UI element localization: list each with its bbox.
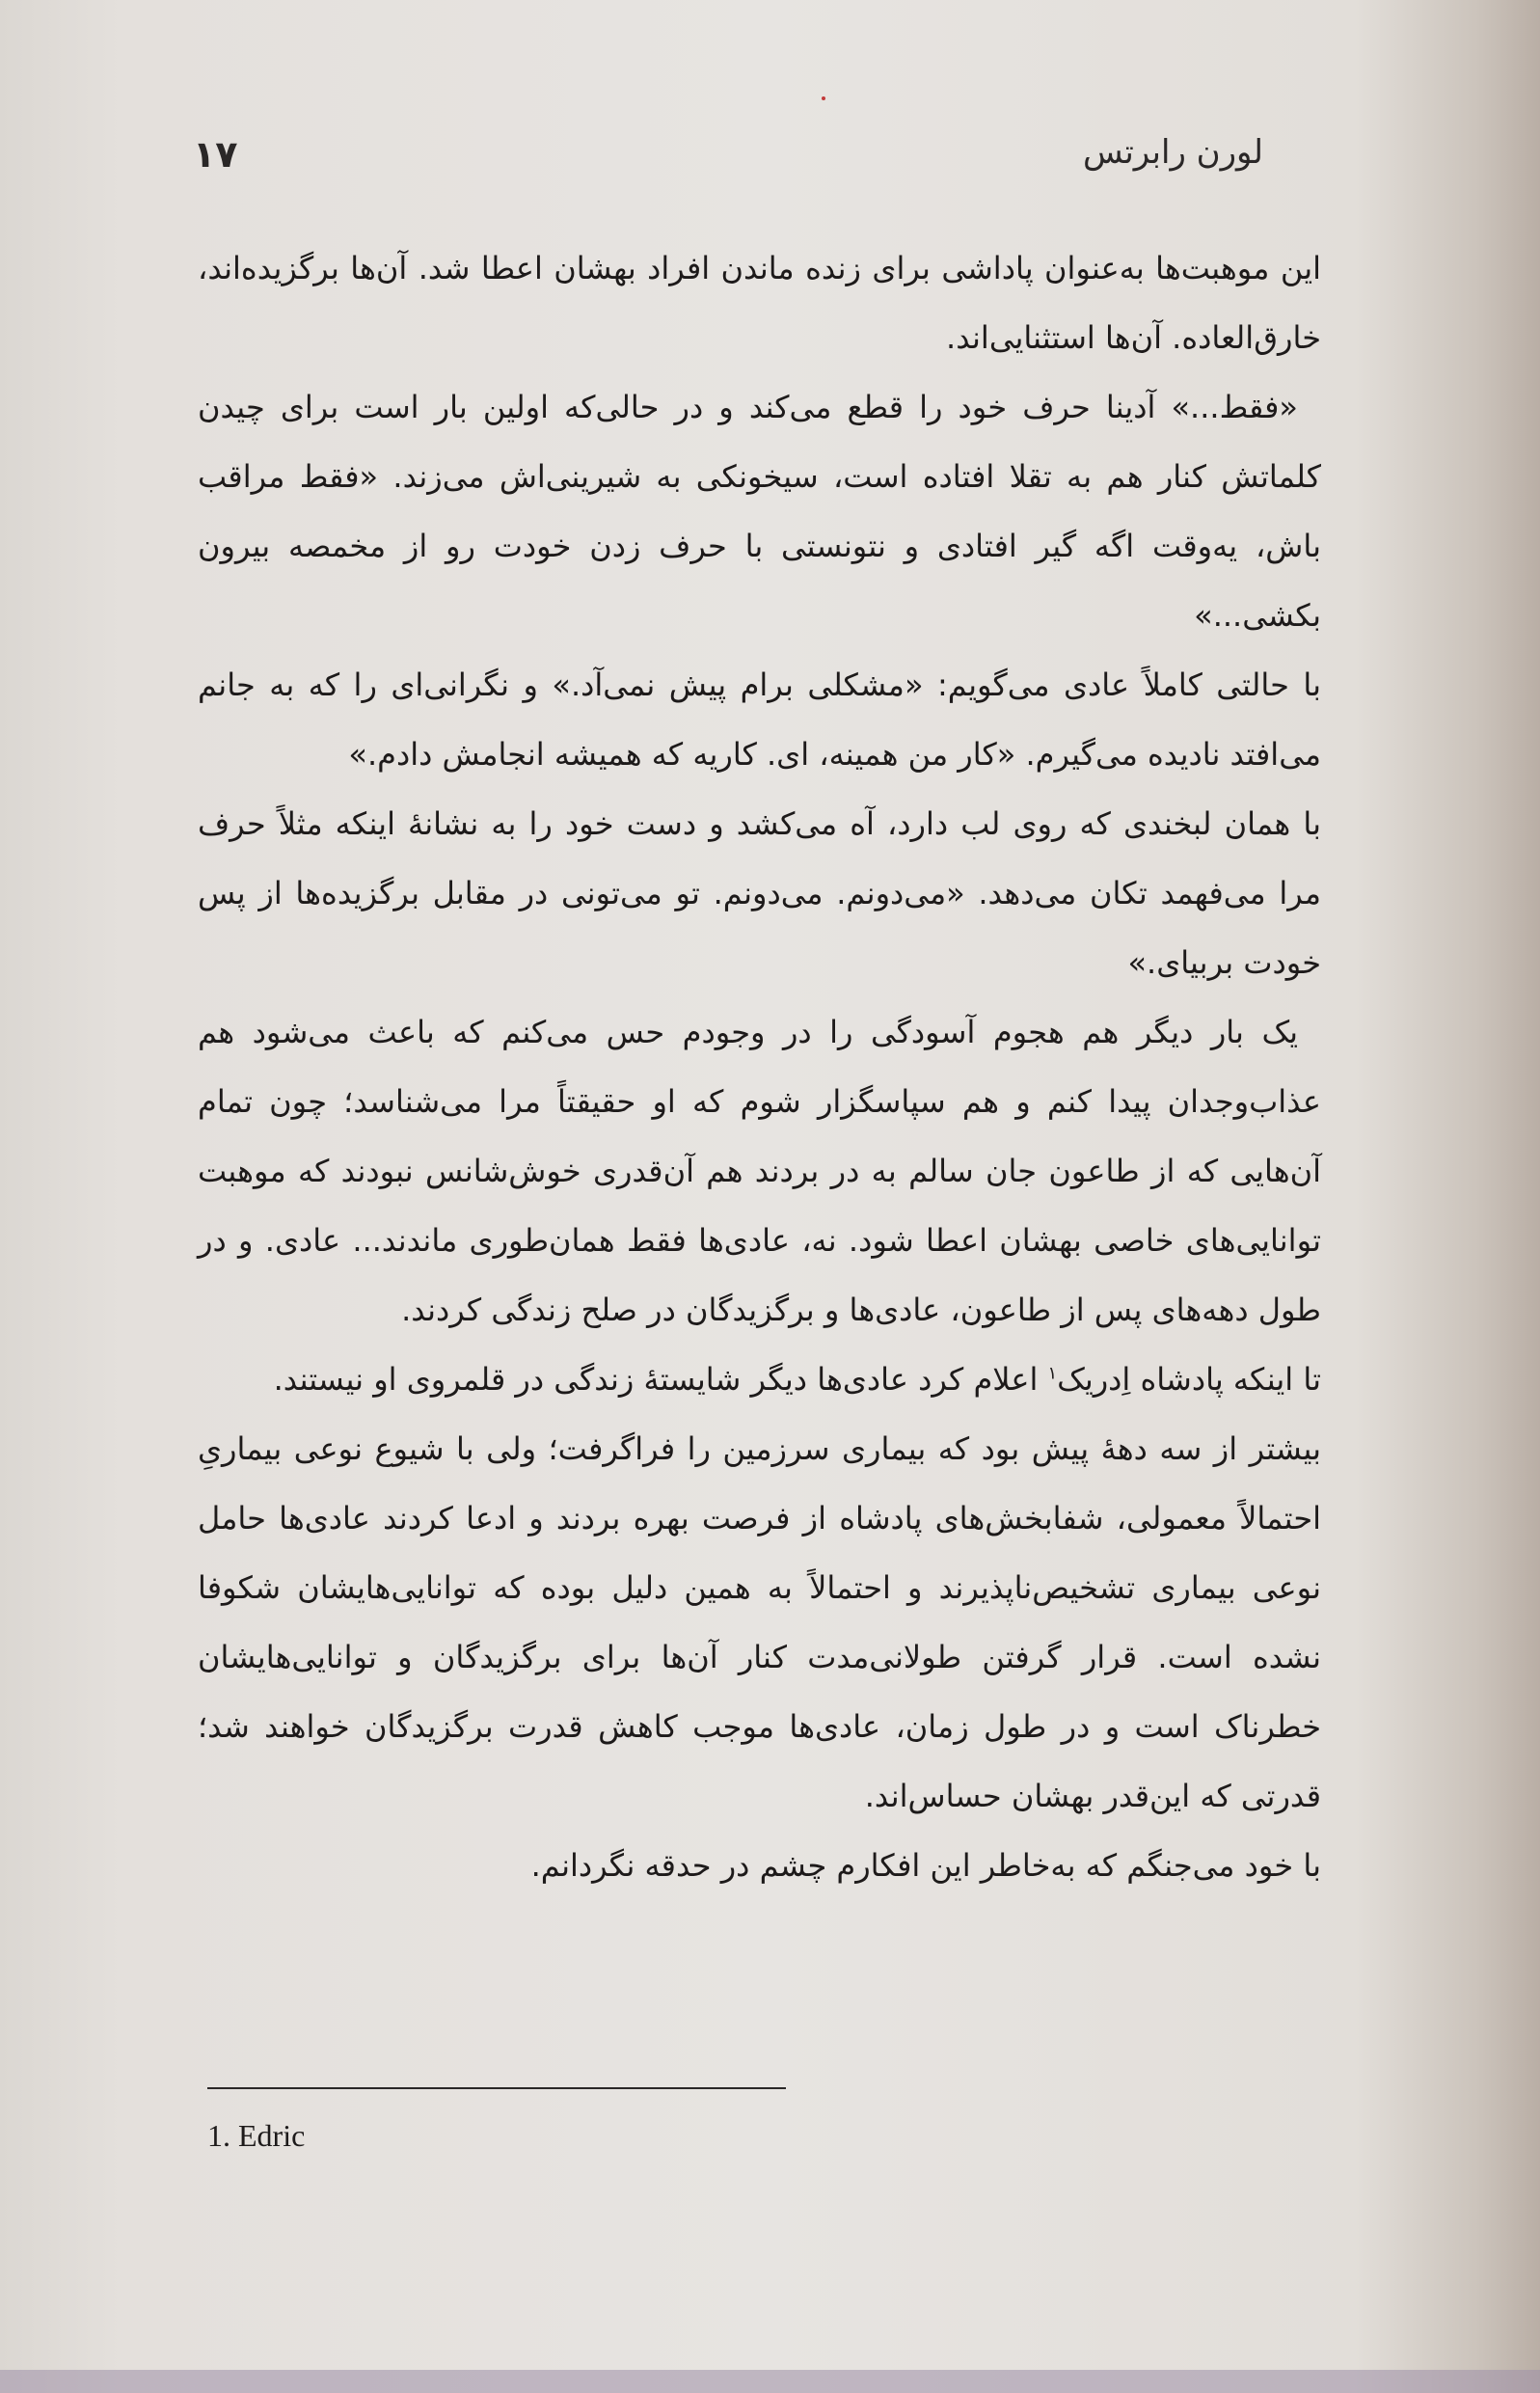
paragraph-2: «فقط...» آدینا حرف خود را قطع می‌کند و در حالی‌که اولین بار است برای چیدن کلماتش کنار هم به تقلا افتاده است، سیخونکی به شیرینی‌اش می‌زند. «فقط مراقب باش، یه‌وقت اگه گیر افتادی و نتونستی با حرف زدن خودت رو از مخمصه بیرون بکشی...» xyxy=(198,389,1321,634)
running-header-author: لورن رابرتس xyxy=(1082,133,1263,172)
paragraph-3: با حالتی کاملاً عادی می‌گویم: «مشکلی برام پیش نمی‌آد.» و نگرانی‌ای را که به جانم می‌افتد نادیده می‌گیرم. «کار من همینه، ای. کاریه که همیشه انجامش دادم.» xyxy=(198,666,1321,773)
footnote-separator xyxy=(207,2087,786,2089)
paragraph-5: یک بار دیگر هم هجوم آسودگی را در وجودم حس می‌کنم که باعث می‌شود هم عذاب‌وجدان پیدا کنم و هم سپاسگزار شوم که او حقیقتاً مرا می‌شناسد؛ چون تمام آن‌هایی که از طاعون جان سالم به در بردند هم آن‌قدری خوش‌شانس نبودند که موهبت توانایی‌های خاصی بهشان اعطا شود. نه، عادی‌ها فقط همان‌طوری ماندند... عادی. و در طول دهه‌های پس از طاعون، عادی‌ها و برگزیدگان در صلح زندگی کردند. xyxy=(198,1014,1321,1328)
paragraph-4: با همان لبخندی که روی لب دارد، آه می‌کشد و دست خود را به نشانهٔ اینکه مثلاً حرف مرا می‌فهمد تکان می‌دهد. «می‌دونم. می‌دونم. تو می‌تونی در مقابل برگزیده‌ها از پس خودت بربیای.» xyxy=(198,805,1321,981)
paragraph-6 xyxy=(198,1345,1321,1414)
body-text xyxy=(198,233,1321,1900)
paragraph-7: بیشتر از سه دههٔ پیش بود که بیماری سرزمین را فراگرفت؛ ولی با شیوع نوعی بیماریِ احتمالاً معمولی، شفابخش‌های پادشاه از فرصت بهره بردند و ادعا کردند عادی‌ها حامل نوعی بیماری تشخیص‌ناپذیرند و احتمالاً به همین دلیل بوده که توانایی‌هایشان شکوفا نشده است. قرار گرفتن طولانی‌مدت کنار آن‌ها برای برگزیدگان و توانایی‌هایشان خطرناک است و در طول زمان، عادی‌ها موجب کاهش قدرت برگزیدگان خواهند شد؛ قدرتی که این‌قدر بهشان حساس‌اند. xyxy=(198,1430,1321,1814)
ink-speck xyxy=(822,96,825,100)
footnote-reference: ۱ xyxy=(1047,1363,1058,1384)
paragraph-6-end: اعلام کرد عادی‌ها دیگر شایستهٔ زندگی در قلمروی او نیستند. xyxy=(273,1361,1039,1398)
page-number: ۱۷ xyxy=(193,133,238,176)
paragraph-6-start: تا اینکه پادشاه اِدریک xyxy=(1057,1361,1321,1398)
running-header xyxy=(193,133,1331,191)
paragraph-8: با خود می‌جنگم که به‌خاطر این افکارم چشم در حدقه نگردانم. xyxy=(530,1847,1321,1884)
footnote: 1. Edric xyxy=(207,2118,306,2153)
paragraph-1: این موهبت‌ها به‌عنوان پاداشی برای زنده ماندن افراد بهشان اعطا شد. آن‌ها برگزیده‌اند، خارق‌العاده. آن‌ها استثنایی‌اند. xyxy=(198,250,1321,356)
